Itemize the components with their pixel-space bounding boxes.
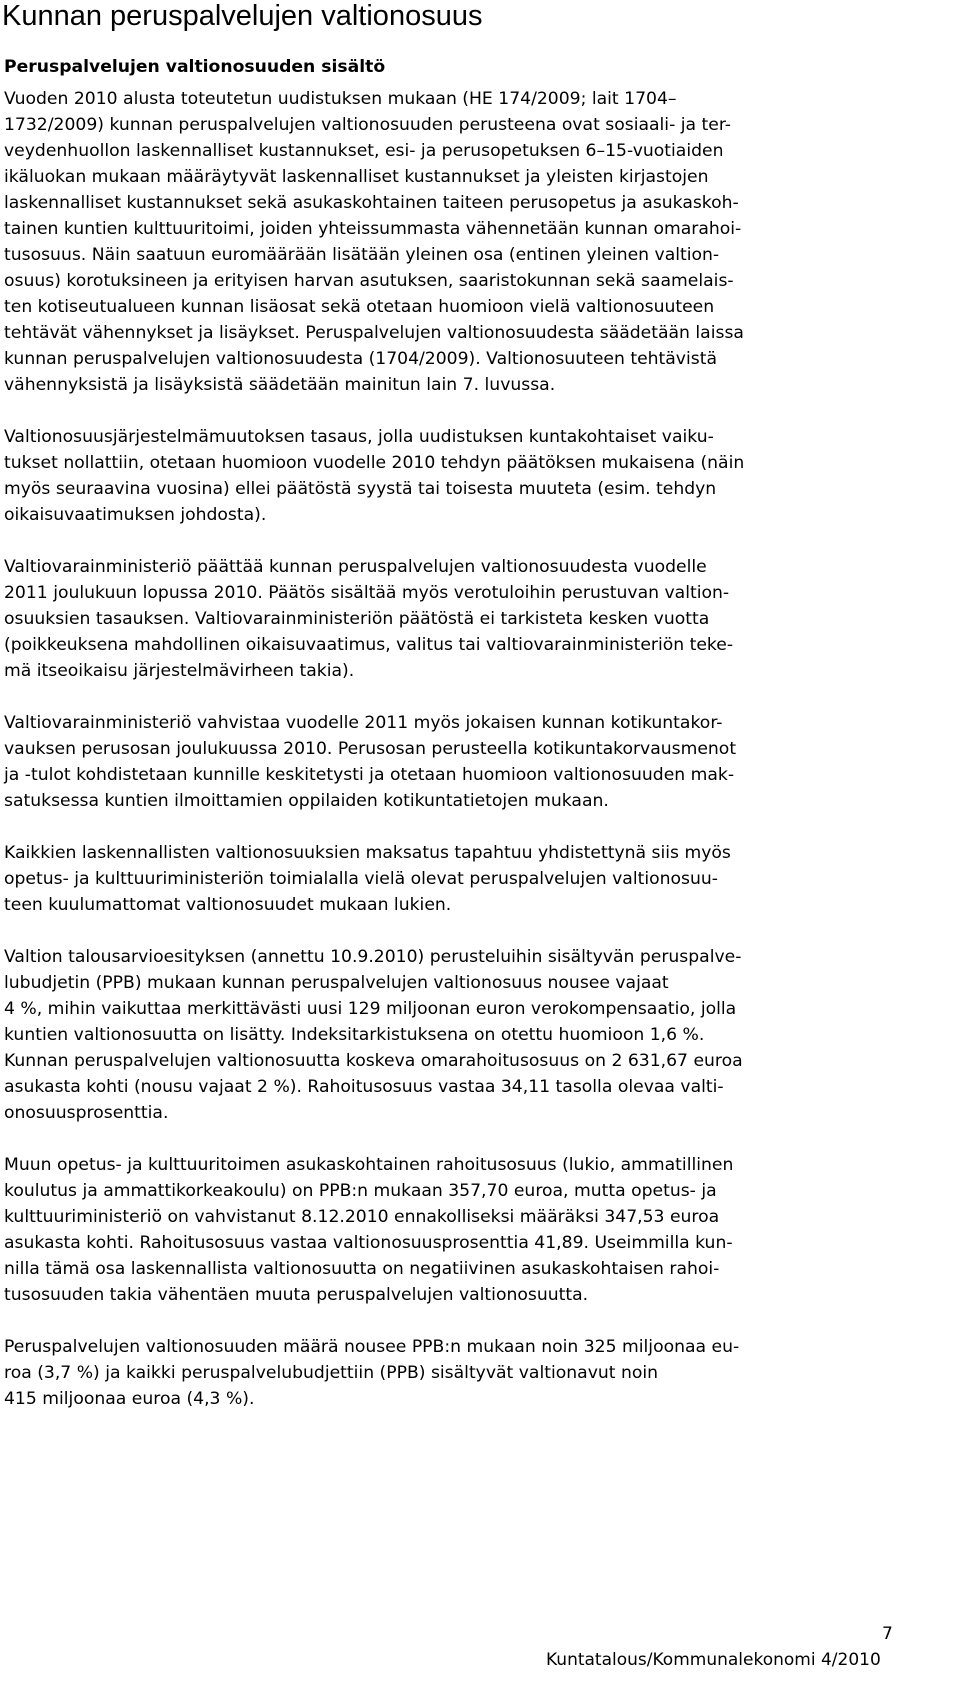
paragraph-line: lubudjetin (PPB) mukaan kunnan peruspalvelujen valtionosuus nousee vajaat	[4, 973, 669, 993]
paragraph-line: osuus) korotuksineen ja erityisen harvan asutuksen, saaristokunnan sekä saamelais-	[4, 271, 734, 291]
body-text	[4, 86, 924, 1412]
paragraph-line: 1732/2009) kunnan peruspalvelujen valtionosuuden perusteena ovat sosiaali- ja ter-	[4, 115, 732, 135]
paragraph	[4, 710, 924, 814]
paragraph-line: vauksen perusosan joulukuussa 2010. Perusosan perusteella kotikuntakorvausmenot	[4, 739, 737, 759]
paragraph-line: tainen kuntien kulttuuritoimi, joiden yhteissummasta vähennetään kunnan omarahoi-	[4, 219, 742, 239]
paragraph-line: satuksessa kuntien ilmoittamien oppilaiden kotikuntatietojen mukaan.	[4, 791, 609, 811]
paragraph-line: tukset nollattiin, otetaan huomioon vuodelle 2010 tehdyn päätöksen mukaisena (näin	[4, 453, 745, 473]
paragraph-line: Kunnan peruspalvelujen valtionosuutta koskeva omarahoitusosuus on 2 631,67 euroa	[4, 1051, 743, 1071]
paragraph-line: Peruspalvelujen valtionosuuden määrä nousee PPB:n mukaan noin 325 miljoonaa eu-	[4, 1337, 740, 1357]
paragraph-line: 4 %, mihin vaikuttaa merkittävästi uusi 129 miljoonan euron verokompensaatio, jolla	[4, 999, 737, 1019]
page-title: Kunnan peruspalvelujen valtionosuus	[2, 0, 483, 32]
paragraph-line: kuntien valtionosuutta on lisätty. Indeksitarkistuksena on otettu huomioon 1,6 %.	[4, 1025, 705, 1045]
paragraph-line: veydenhuollon laskennalliset kustannukset, esi- ja perusopetuksen 6–15-vuotiaiden	[4, 141, 724, 161]
paragraph-line: kunnan peruspalvelujen valtionosuudesta (1704/2009). Valtionosuuteen tehtävistä	[4, 349, 717, 369]
paragraph-line: Valtion talousarvioesityksen (annettu 10.9.2010) perusteluihin sisältyvän peruspalve-	[4, 947, 742, 967]
paragraph-line: Vuoden 2010 alusta toteutetun uudistuksen mukaan (HE 174/2009; lait 1704–	[4, 89, 677, 109]
paragraph-line: opetus- ja kulttuuriministeriön toimialalla vielä olevat peruspalvelujen valtionosuu-	[4, 869, 718, 889]
paragraph-line: Valtiovarainministeriö päättää kunnan peruspalvelujen valtionosuudesta vuodelle	[4, 557, 707, 577]
paragraph-line: tusosuuden takia vähentäen muuta peruspalvelujen valtionosuutta.	[4, 1285, 589, 1305]
paragraph-line: roa (3,7 %) ja kaikki peruspalvelubudjettiin (PPB) sisältyvät valtionavut noin	[4, 1363, 659, 1383]
paragraph-line: osuuksien tasauksen. Valtiovarainministeriön päätöstä ei tarkisteta kesken vuotta	[4, 609, 710, 629]
paragraph-line: myös seuraavina vuosina) ellei päätöstä syystä tai toisesta muuteta (esim. tehdyn	[4, 479, 717, 499]
paragraph-line: oikaisuvaatimuksen johdosta).	[4, 505, 267, 525]
paragraph-line: Kaikkien laskennallisten valtionosuuksien maksatus tapahtuu yhdistettynä siis myös	[4, 843, 731, 863]
paragraph	[4, 1334, 924, 1412]
paragraph-line: tehtävät vähennykset ja lisäykset. Peruspalvelujen valtionosuudesta säädetään laissa	[4, 323, 744, 343]
paragraph-line: nilla tämä osa laskennallista valtionosuutta on negatiivinen asukaskohtaisen rahoi-	[4, 1259, 720, 1279]
paragraph	[4, 1152, 924, 1308]
paragraph-line: asukasta kohti (nousu vajaat 2 %). Rahoitusosuus vastaa 34,11 tasolla olevaa valti-	[4, 1077, 724, 1097]
paragraph-line: ikäluokan mukaan määräytyvät laskennalliset kustannukset ja yleisten kirjastojen	[4, 167, 709, 187]
paragraph-line: onosuusprosenttia.	[4, 1103, 169, 1123]
page-number: 7	[882, 1624, 893, 1644]
paragraph	[4, 86, 924, 398]
paragraph	[4, 944, 924, 1126]
paragraph-line: 415 miljoonaa euroa (4,3 %).	[4, 1389, 255, 1409]
paragraph-line: ten kotiseutualueen kunnan lisäosat sekä otetaan huomioon vielä valtionosuuteen	[4, 297, 715, 317]
paragraph-line: Valtiovarainministeriö vahvistaa vuodelle 2011 myös jokaisen kunnan kotikuntakor-	[4, 713, 723, 733]
paragraph-line: koulutus ja ammattikorkeakoulu) on PPB:n mukaan 357,70 euroa, mutta opetus- ja	[4, 1181, 717, 1201]
paragraph-line: (poikkeuksena mahdollinen oikaisuvaatimus, valitus tai valtiovarainministeriön teke-	[4, 635, 734, 655]
paragraph	[4, 424, 924, 528]
paragraph-line: tusosuus. Näin saatuun euromäärään lisätään yleinen osa (entinen yleinen valtion-	[4, 245, 720, 265]
paragraph-line: ja -tulot kohdistetaan kunnille keskitetysti ja otetaan huomioon valtionosuuden mak-	[4, 765, 735, 785]
paragraph-line: kulttuuriministeriö on vahvistanut 8.12.2010 ennakolliseksi määräksi 347,53 euroa	[4, 1207, 720, 1227]
magazine-footer: Kuntatalous/Kommunalekonomi 4/2010	[546, 1650, 881, 1670]
paragraph-line: Valtionosuusjärjestelmämuutoksen tasaus, jolla uudistuksen kuntakohtaiset vaiku-	[4, 427, 714, 447]
paragraph-line: laskennalliset kustannukset sekä asukaskohtainen taiteen perusopetus ja asukaskoh-	[4, 193, 739, 213]
paragraph	[4, 840, 924, 918]
paragraph-line: Muun opetus- ja kulttuuritoimen asukaskohtainen rahoitusosuus (lukio, ammatillinen	[4, 1155, 734, 1175]
paragraph	[4, 554, 924, 684]
paragraph-line: asukasta kohti. Rahoitusosuus vastaa valtionosuusprosenttia 41,89. Useimmilla kun-	[4, 1233, 733, 1253]
paragraph-line: mä itseoikaisu järjestelmävirheen takia).	[4, 661, 355, 681]
paragraph-line: vähennyksistä ja lisäyksistä säädetään mainitun lain 7. luvussa.	[4, 375, 556, 395]
section-subtitle: Peruspalvelujen valtionosuuden sisältö	[4, 57, 386, 77]
paragraph-line: 2011 joulukuun lopussa 2010. Päätös sisältää myös verotuloihin perustuvan valtion-	[4, 583, 730, 603]
paragraph-line: teen kuulumattomat valtionosuudet mukaan lukien.	[4, 895, 452, 915]
